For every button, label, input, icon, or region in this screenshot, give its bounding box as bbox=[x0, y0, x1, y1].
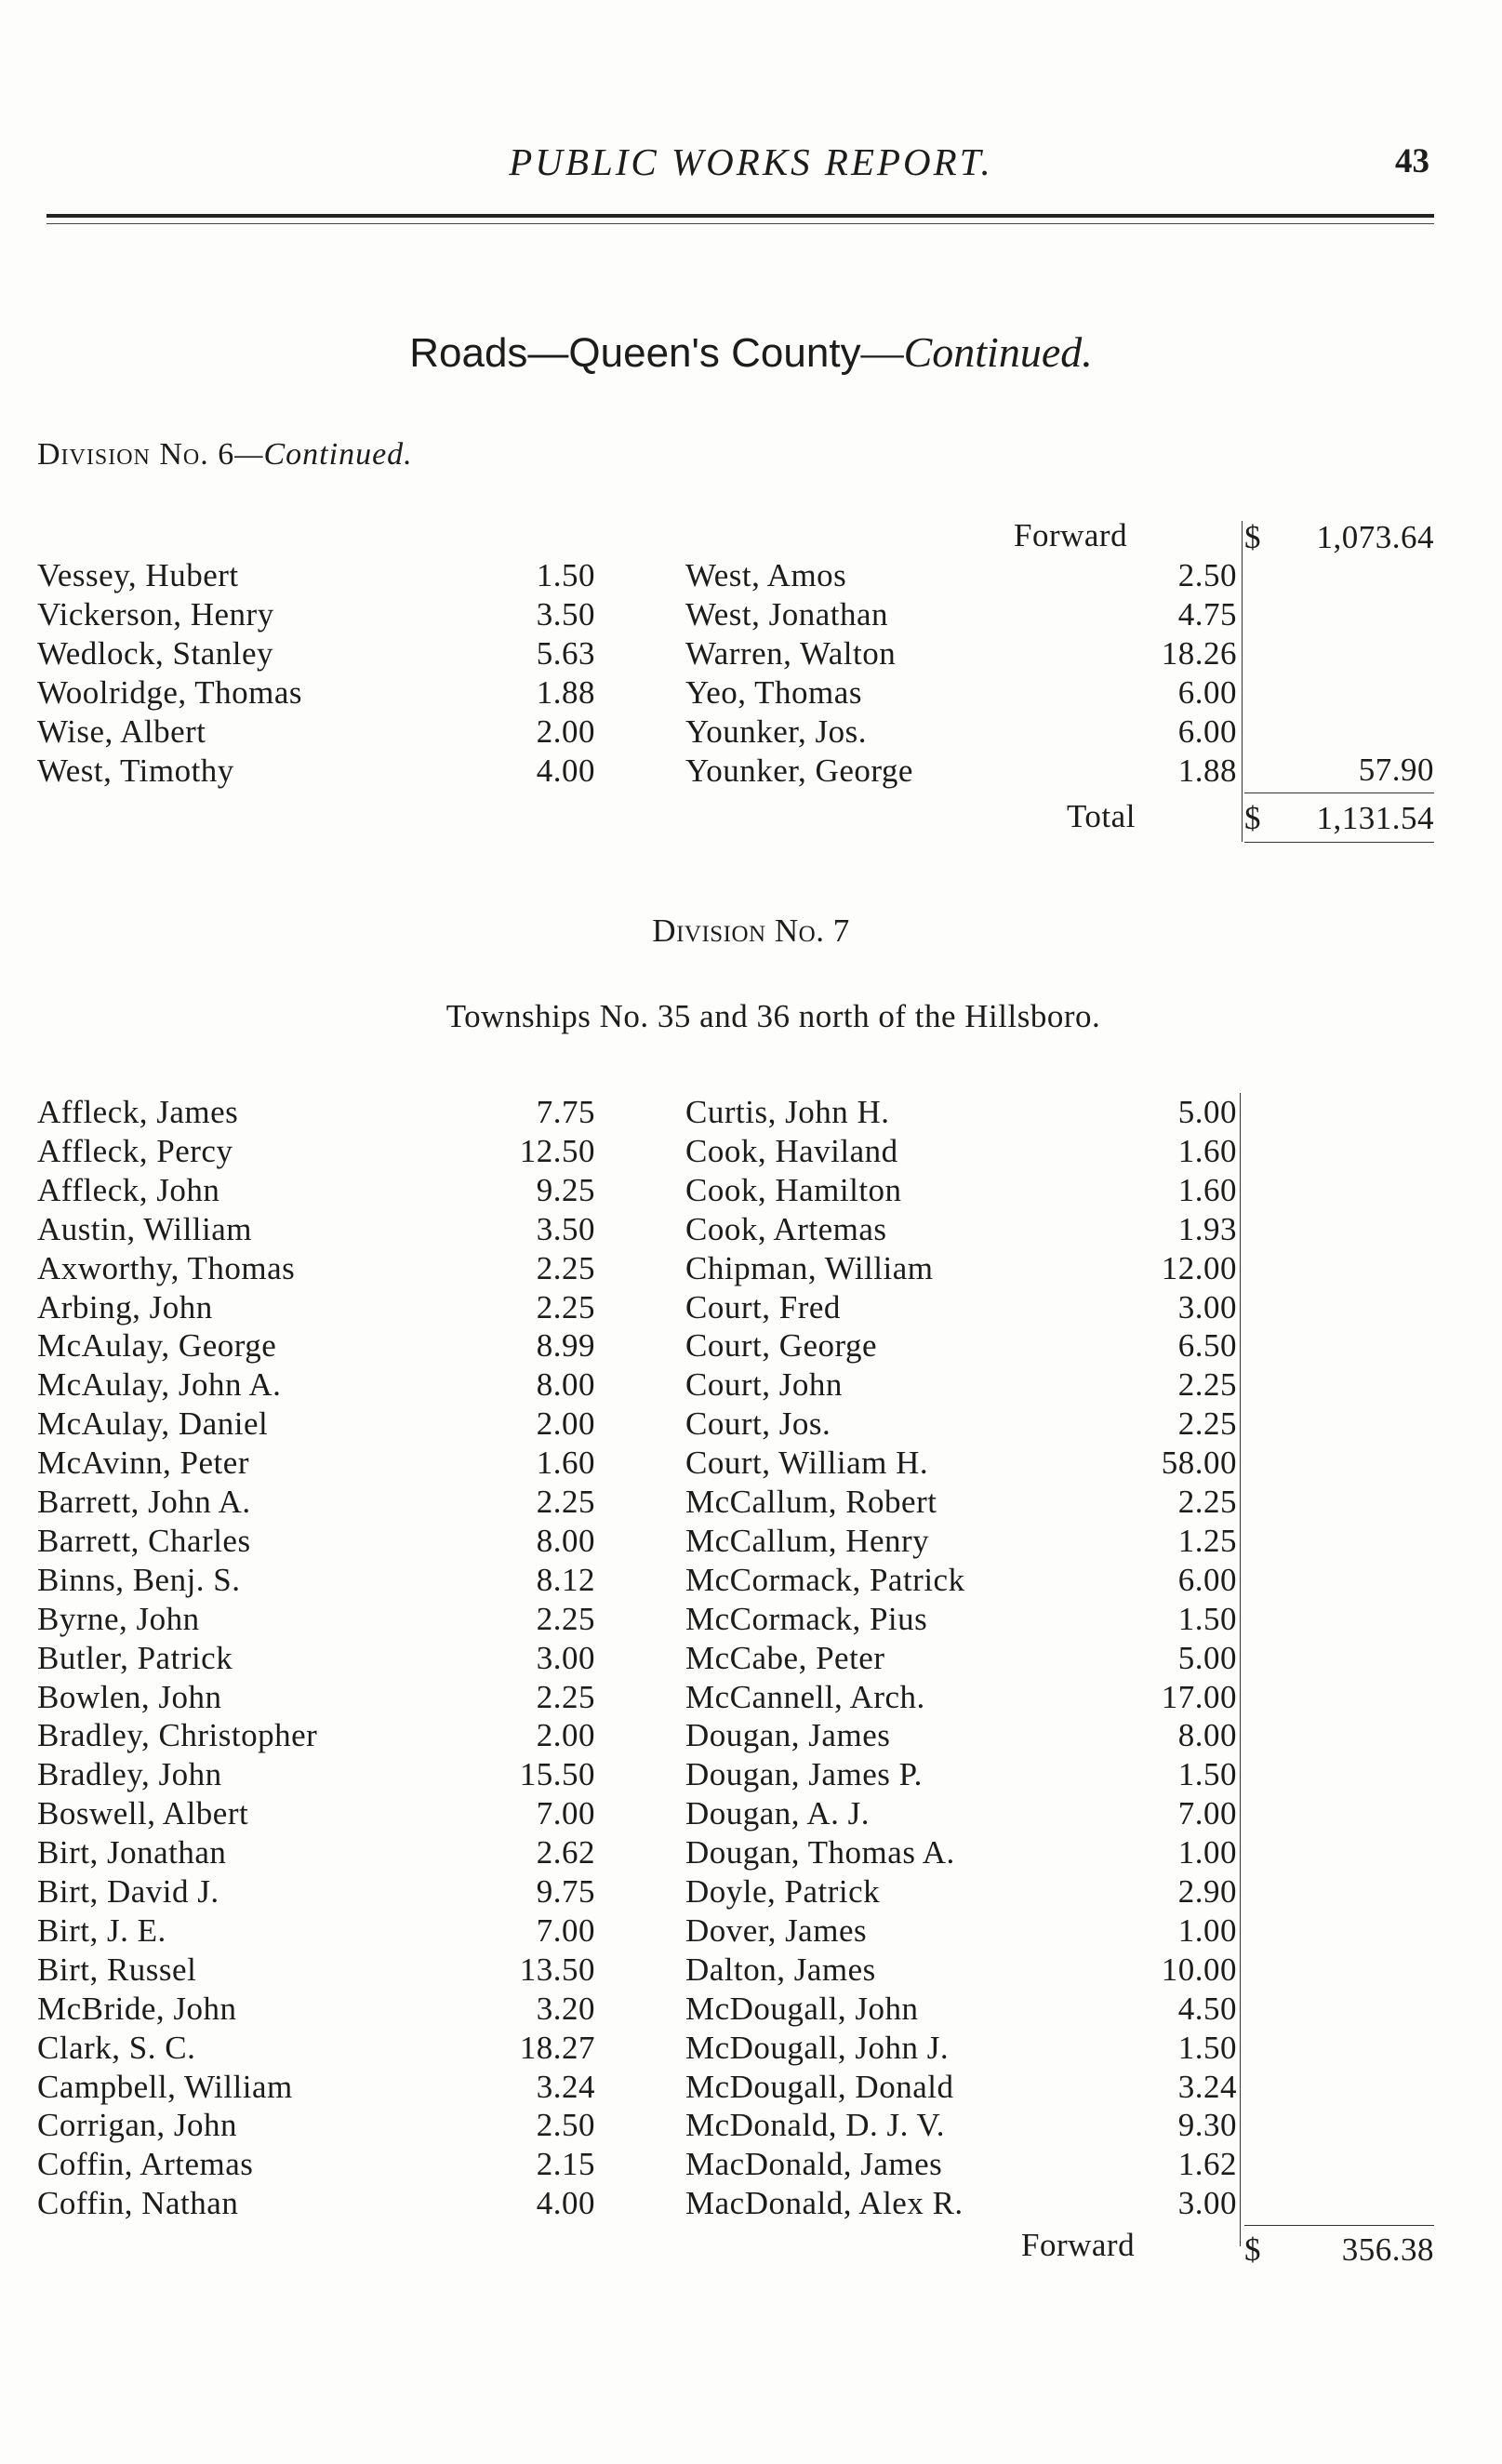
entry-name: McBride, John bbox=[37, 1990, 237, 2027]
entry-amount: 2.25 bbox=[1177, 1366, 1237, 1404]
entry-amount: 3.24 bbox=[1177, 2068, 1237, 2105]
entry-amount: 1.60 bbox=[1177, 1171, 1237, 1208]
title-main: Roads—Queen's County bbox=[409, 330, 861, 376]
entry-name: Boswell, Albert bbox=[37, 1795, 249, 1832]
entry-name: Affleck, James bbox=[37, 1094, 239, 1130]
entry-name: Binns, Benj. S. bbox=[37, 1561, 241, 1598]
entry-name: Barrett, John A. bbox=[37, 1484, 251, 1520]
entry-name: Bowlen, John bbox=[37, 1678, 222, 1715]
entry-name: Campbell, William bbox=[37, 2068, 293, 2105]
division-6-label: Division No. 6 bbox=[37, 437, 235, 472]
entry-name: Austin, William bbox=[37, 1210, 253, 1247]
entry-amount: 3.24 bbox=[536, 2068, 595, 2105]
entry-name: Coffin, Artemas bbox=[37, 2146, 254, 2183]
entry-amount: 8.12 bbox=[536, 1561, 595, 1598]
entry-amount: 3.20 bbox=[536, 1990, 595, 2027]
entry-name: McCormack, Pius bbox=[685, 1600, 928, 1637]
entry-amount: 1.00 bbox=[1177, 1911, 1237, 1949]
entry-amount: 6.00 bbox=[1177, 674, 1237, 711]
entry-amount: 2.25 bbox=[1177, 1405, 1237, 1443]
entry-name: Dalton, James bbox=[685, 1951, 876, 1988]
header-rule bbox=[47, 214, 1434, 218]
division-6-total-amount: 1,131.54 bbox=[1316, 800, 1434, 836]
entry-amount: 12.00 bbox=[1161, 1249, 1237, 1286]
entry-name: Curtis, John H. bbox=[685, 1094, 890, 1130]
division-7-forward-amount: 356.38 bbox=[1341, 2231, 1434, 2268]
entry-amount: 3.00 bbox=[1177, 2185, 1237, 2222]
entry-amount: 5.63 bbox=[536, 635, 595, 672]
forward-rule bbox=[1244, 2225, 1434, 2226]
entry-name: Arbing, John bbox=[37, 1288, 213, 1325]
entry-amount: 9.30 bbox=[1177, 2107, 1237, 2144]
entry-name: MacDonald, James bbox=[685, 2146, 943, 2183]
entry-name: Court, Jos. bbox=[685, 1405, 831, 1443]
entry-amount: 2.25 bbox=[1177, 1484, 1237, 1520]
entry-name: Birt, J. E. bbox=[37, 1911, 166, 1949]
entry-name: Court, Fred bbox=[685, 1288, 841, 1325]
page-title bbox=[0, 327, 1502, 377]
entry-amount: 2.25 bbox=[536, 1288, 595, 1325]
entry-amount: 1.60 bbox=[1177, 1132, 1237, 1169]
title-dash: — bbox=[860, 328, 904, 376]
entry-amount: 7.75 bbox=[536, 1094, 595, 1130]
entry-name: Younker, George bbox=[685, 753, 913, 789]
entry-amount: 3.00 bbox=[536, 1639, 595, 1676]
entry-name: Dougan, A. J. bbox=[685, 1795, 871, 1832]
page-number: 43 bbox=[1395, 142, 1429, 180]
entry-amount: 2.90 bbox=[1177, 1873, 1237, 1910]
running-head: PUBLIC WORKS REPORT. bbox=[509, 140, 993, 183]
entry-amount: 1.50 bbox=[1177, 1756, 1237, 1793]
entry-name: Woolridge, Thomas bbox=[37, 674, 302, 711]
entry-amount: 7.00 bbox=[536, 1795, 595, 1832]
entry-name: Cook, Haviland bbox=[685, 1132, 898, 1169]
entry-name: Yeo, Thomas bbox=[685, 674, 862, 711]
entry-name: Affleck, Percy bbox=[37, 1132, 233, 1169]
entry-amount: 58.00 bbox=[1161, 1445, 1237, 1482]
entry-amount: 7.00 bbox=[1177, 1795, 1237, 1832]
entry-name: Wedlock, Stanley bbox=[37, 635, 274, 672]
entry-name: Birt, Jonathan bbox=[37, 1834, 227, 1871]
division-7-subheading: Townships No. 35 and 36 north of the Hillsboro. bbox=[445, 998, 1101, 1034]
division-7-heading: Division No. 7 bbox=[652, 912, 850, 949]
entry-amount: 1.60 bbox=[536, 1445, 595, 1482]
entry-amount: 6.50 bbox=[1177, 1327, 1237, 1365]
entry-name: Barrett, Charles bbox=[37, 1522, 251, 1559]
entry-name: Axworthy, Thomas bbox=[37, 1249, 296, 1286]
entry-name: Birt, David J. bbox=[37, 1873, 219, 1910]
entry-name: Byrne, John bbox=[37, 1600, 200, 1637]
entry-name: West, Timothy bbox=[37, 753, 234, 789]
entry-amount: 2.50 bbox=[536, 2107, 595, 2144]
entry-name: Cook, Hamilton bbox=[685, 1171, 902, 1208]
entry-name: Bradley, Christopher bbox=[37, 1717, 318, 1754]
entry-amount: 1.50 bbox=[1177, 1600, 1237, 1637]
entry-amount: 3.00 bbox=[1177, 1288, 1237, 1325]
entry-name: Vickerson, Henry bbox=[37, 596, 274, 633]
total-rule bbox=[1244, 842, 1434, 843]
entry-name: West, Amos bbox=[685, 557, 847, 593]
entry-amount: 6.00 bbox=[1177, 713, 1237, 750]
entry-amount: 5.00 bbox=[1177, 1094, 1237, 1130]
entry-name: Affleck, John bbox=[37, 1171, 220, 1208]
division-7-forward-label: Forward bbox=[1021, 2227, 1136, 2263]
entry-name: Court, William H. bbox=[685, 1445, 929, 1482]
entry-name: Wise, Albert bbox=[37, 713, 206, 750]
entry-amount: 4.75 bbox=[1177, 596, 1237, 633]
entry-name: Dougan, James bbox=[685, 1717, 891, 1754]
entry-amount: 8.00 bbox=[536, 1366, 595, 1404]
entry-amount: 2.15 bbox=[536, 2146, 595, 2183]
entry-name: Corrigan, John bbox=[37, 2107, 238, 2144]
entry-amount: 2.25 bbox=[536, 1678, 595, 1715]
entry-amount: 2.25 bbox=[536, 1600, 595, 1637]
entry-amount: 18.27 bbox=[519, 2029, 595, 2066]
entry-amount: 3.50 bbox=[536, 596, 595, 633]
subtotal-rule bbox=[1244, 792, 1434, 793]
entry-amount: 15.50 bbox=[519, 1756, 595, 1793]
entry-amount: 2.25 bbox=[536, 1249, 595, 1286]
entry-name: Dougan, Thomas A. bbox=[685, 1834, 955, 1871]
amount-column-rule bbox=[1240, 1093, 1241, 2246]
entry-name: McAulay, Daniel bbox=[37, 1405, 269, 1443]
entry-amount: 1.93 bbox=[1177, 1210, 1237, 1247]
entry-amount: 9.25 bbox=[536, 1171, 595, 1208]
entry-amount: 8.00 bbox=[536, 1522, 595, 1559]
entry-name: West, Jonathan bbox=[685, 596, 889, 633]
entry-amount: 7.00 bbox=[536, 1911, 595, 1949]
entry-amount: 2.00 bbox=[536, 713, 595, 750]
division-6-forward-currency: $ bbox=[1244, 519, 1261, 555]
entry-amount: 3.50 bbox=[536, 1210, 595, 1247]
entry-amount: 9.75 bbox=[536, 1873, 595, 1910]
entry-amount: 4.00 bbox=[536, 2185, 595, 2222]
entry-name: Cook, Artemas bbox=[685, 1210, 887, 1247]
entry-amount: 1.25 bbox=[1177, 1522, 1237, 1559]
division-7-forward-currency: $ bbox=[1244, 2231, 1261, 2268]
division-6-forward-amount: 1,073.64 bbox=[1316, 519, 1434, 555]
entry-name: McCallum, Robert bbox=[685, 1484, 937, 1520]
entry-name: Butler, Patrick bbox=[37, 1639, 233, 1676]
entry-name: Clark, S. C. bbox=[37, 2029, 196, 2066]
entry-name: Chipman, William bbox=[685, 1249, 934, 1286]
entry-name: McCormack, Patrick bbox=[685, 1561, 965, 1598]
entry-name: Younker, Jos. bbox=[685, 713, 868, 750]
entry-name: McAulay, John A. bbox=[37, 1366, 282, 1404]
entry-name: Vessey, Hubert bbox=[37, 557, 239, 593]
entry-amount: 1.88 bbox=[536, 674, 595, 711]
entry-amount: 12.50 bbox=[519, 1132, 595, 1169]
entry-name: Doyle, Patrick bbox=[685, 1873, 881, 1910]
header-rule-thin bbox=[47, 223, 1434, 224]
entry-amount: 2.62 bbox=[536, 1834, 595, 1871]
entry-amount: 1.50 bbox=[1177, 2029, 1237, 2066]
entry-amount: 2.50 bbox=[1177, 557, 1237, 593]
division-6-forward-label: Forward bbox=[1014, 517, 1128, 553]
entry-amount: 1.62 bbox=[1177, 2146, 1237, 2183]
entry-amount: 8.00 bbox=[1177, 1717, 1237, 1754]
entry-name: McDougall, Donald bbox=[685, 2068, 954, 2105]
entry-name: McDonald, D. J. V. bbox=[685, 2107, 945, 2144]
division-6-total-currency: $ bbox=[1244, 800, 1261, 836]
entry-name: Court, John bbox=[685, 1366, 843, 1404]
entry-amount: 5.00 bbox=[1177, 1639, 1237, 1676]
entry-name: McCallum, Henry bbox=[685, 1522, 930, 1559]
entry-name: McCannell, Arch. bbox=[685, 1678, 925, 1715]
entry-amount: 17.00 bbox=[1161, 1678, 1237, 1715]
entry-name: Bradley, John bbox=[37, 1756, 222, 1793]
division-6-subtotal: 57.90 bbox=[1358, 752, 1434, 788]
entry-amount: 8.99 bbox=[536, 1327, 595, 1365]
entry-amount: 4.50 bbox=[1177, 1990, 1237, 2027]
entry-amount: 1.50 bbox=[536, 557, 595, 593]
entry-amount: 4.00 bbox=[536, 753, 595, 789]
division-6-total-label: Total bbox=[1067, 798, 1136, 834]
entry-amount: 6.00 bbox=[1177, 1561, 1237, 1598]
entry-amount: 1.00 bbox=[1177, 1834, 1237, 1871]
entry-amount: 10.00 bbox=[1161, 1951, 1237, 1988]
entry-name: McCabe, Peter bbox=[685, 1639, 885, 1676]
entry-amount: 13.50 bbox=[519, 1951, 595, 1988]
entry-name: McAulay, George bbox=[37, 1327, 277, 1365]
entry-name: Warren, Walton bbox=[685, 635, 897, 672]
division-6-continued: —Continued. bbox=[234, 437, 413, 472]
entry-name: Court, George bbox=[685, 1327, 878, 1365]
entry-amount: 1.88 bbox=[1177, 753, 1237, 789]
total-column-rule bbox=[1242, 521, 1243, 842]
entry-name: McDougall, John J. bbox=[685, 2029, 950, 2066]
entry-amount: 2.25 bbox=[536, 1484, 595, 1520]
entry-amount: 18.26 bbox=[1161, 635, 1237, 672]
entry-name: McDougall, John bbox=[685, 1990, 919, 2027]
entry-amount: 2.00 bbox=[536, 1405, 595, 1443]
entry-name: Dover, James bbox=[685, 1911, 868, 1949]
entry-name: MacDonald, Alex R. bbox=[685, 2185, 964, 2222]
entry-name: Birt, Russel bbox=[37, 1951, 197, 1988]
entry-name: McAvinn, Peter bbox=[37, 1445, 249, 1482]
division-6-heading bbox=[37, 437, 413, 473]
entry-amount: 2.00 bbox=[536, 1717, 595, 1754]
entry-name: Dougan, James P. bbox=[685, 1756, 923, 1793]
entry-name: Coffin, Nathan bbox=[37, 2185, 239, 2222]
title-continued: Continued. bbox=[903, 328, 1093, 376]
